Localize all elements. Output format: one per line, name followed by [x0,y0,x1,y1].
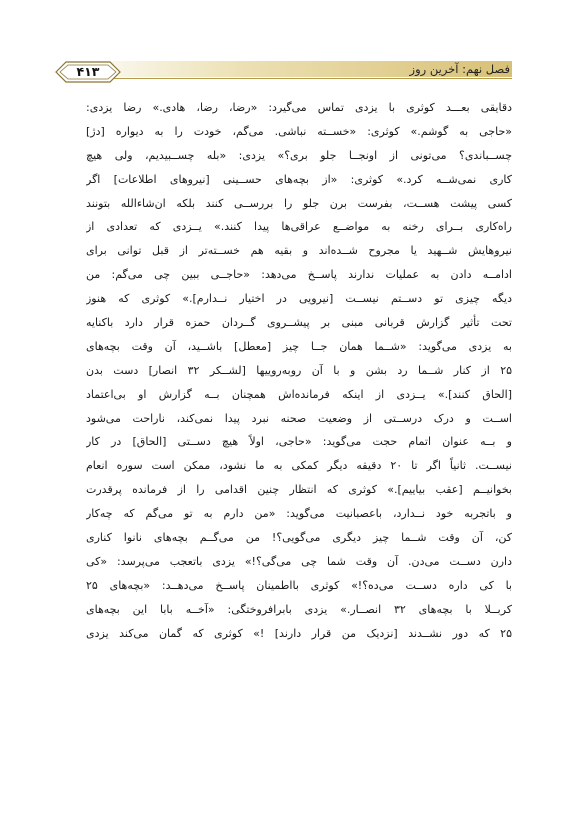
text-line: راه‌کاری بــرای رخنه به مواضــع عراقی‌ها پیدا کنند.» یــزدی که تعدادی از [86,220,512,234]
text-line: اســت و درک درســتی از وضعیت صحنه نبرد پیدا نمی‌کند، ناراحت می‌شود [86,411,512,425]
text-line: به یزدی می‌گوید: «شــما همان جــا چیز [معطل] باشــید، آن وقت بچه‌های [86,339,512,353]
text-line: کربــلا با بچه‌های ۳۲ انصــار.» یزدی بابرافروختگی: «آخــه بابا این بچه‌های [86,602,512,616]
text-line: دارن دســت می‌دن. آن وقت شما چی می‌گی؟!» یزدی باتعجب می‌پرسد: «کی [86,554,512,568]
header-rule [64,78,512,79]
text-line: دقایقی بعـــد کوثری با یزدی تماس می‌گیرد: «رضا، رضا، هادی.» رضا یزدی: [86,101,512,114]
chapter-title: فصل نهم: آخرین روز [409,62,510,76]
text-line: نیســت. ثانیاً اگر تا ۲۰ دقیقه دیگر کمکی به ما نشود، ممکن است سوره انعام [86,459,512,473]
page-number: ۴۱۳ [76,64,100,79]
text-line: و باتجربه خود نــدارد، باعصبانیت می‌گوید: «من دارم به تو می‌گم که چه‌کار [86,507,512,521]
text-line: ادامــه دادن به عملیات ندارند پاســخ می‌دهد: «حاجــی ببین چی می‌گم: من [86,268,512,282]
text-line: نیروهایش شــهید یا مجروح شــده‌اند و بقیه هم خســته‌تر از قبل توانی برای [86,244,512,258]
body-text [86,96,512,645]
text-line: با کی داره دســت می‌ده؟!» کوثری بااطمینان پاســخ می‌دهــد: «بچه‌های ۲۵ [86,578,512,592]
text-line: و بــه عنوان اتمام حجت می‌گوید: «حاجی، اولاً هیچ دســتی [الحاق] در کار [86,435,512,449]
text-line: ۲۵ که دور نشــدند [نزدیک من قرار دارند] !» کوثری که گمان می‌کند یزدی [86,626,512,640]
text-line: کسی پیشت هســت، بفرست برن جلو را بررســی کنند بلکه ان‌شاءالله بتونند [86,196,512,210]
text-line: [الحاق کنند].» یــزدی از اینکه فرمانده‌اش همچنان بــه گزارش او بی‌اعتماد [86,387,512,401]
text-line: بخوانیــم [عقب بیاییم].» کوثری که انتظار چنین اقدامی را از فرمانده پرقدرت [86,483,512,497]
text-line: کاری نمی‌شــه کرد.» کوثری: «از بچه‌های حســینی [نیروهای اطلاعات] اگر [86,172,512,186]
page-number-badge [52,60,124,84]
text-line: ۲۵ از کنار شــما رد بشن و با آن روبه‌روییها [لشــکر ۳۲ انصار] دست بدن [86,363,512,377]
text-line: تحت تأثیر گزارش قربانی مبنی بر پیشــروی گــردان حمزه قرار دارد باکنایه [86,316,512,330]
text-line: دیگه چیزی تو دســتم نیســت [نیرویی در اختیار نــدارم].» کوثری که هنوز [86,292,512,306]
text-line: کن، آن وقت شــما چیز دیگری می‌گویی؟! من می‌گــم بچه‌های نانوا کناری [86,531,512,545]
text-line: چســباندی؟ می‌تونی از اونجــا جلو بری؟» یزدی: «بله چســبیدیم، ولی هیچ [86,148,512,162]
text-line: «حاجی به گوشم.» کوثری: «خســته نباشی. می‌گم، خودت را به دیواره [دژ] [86,124,512,138]
